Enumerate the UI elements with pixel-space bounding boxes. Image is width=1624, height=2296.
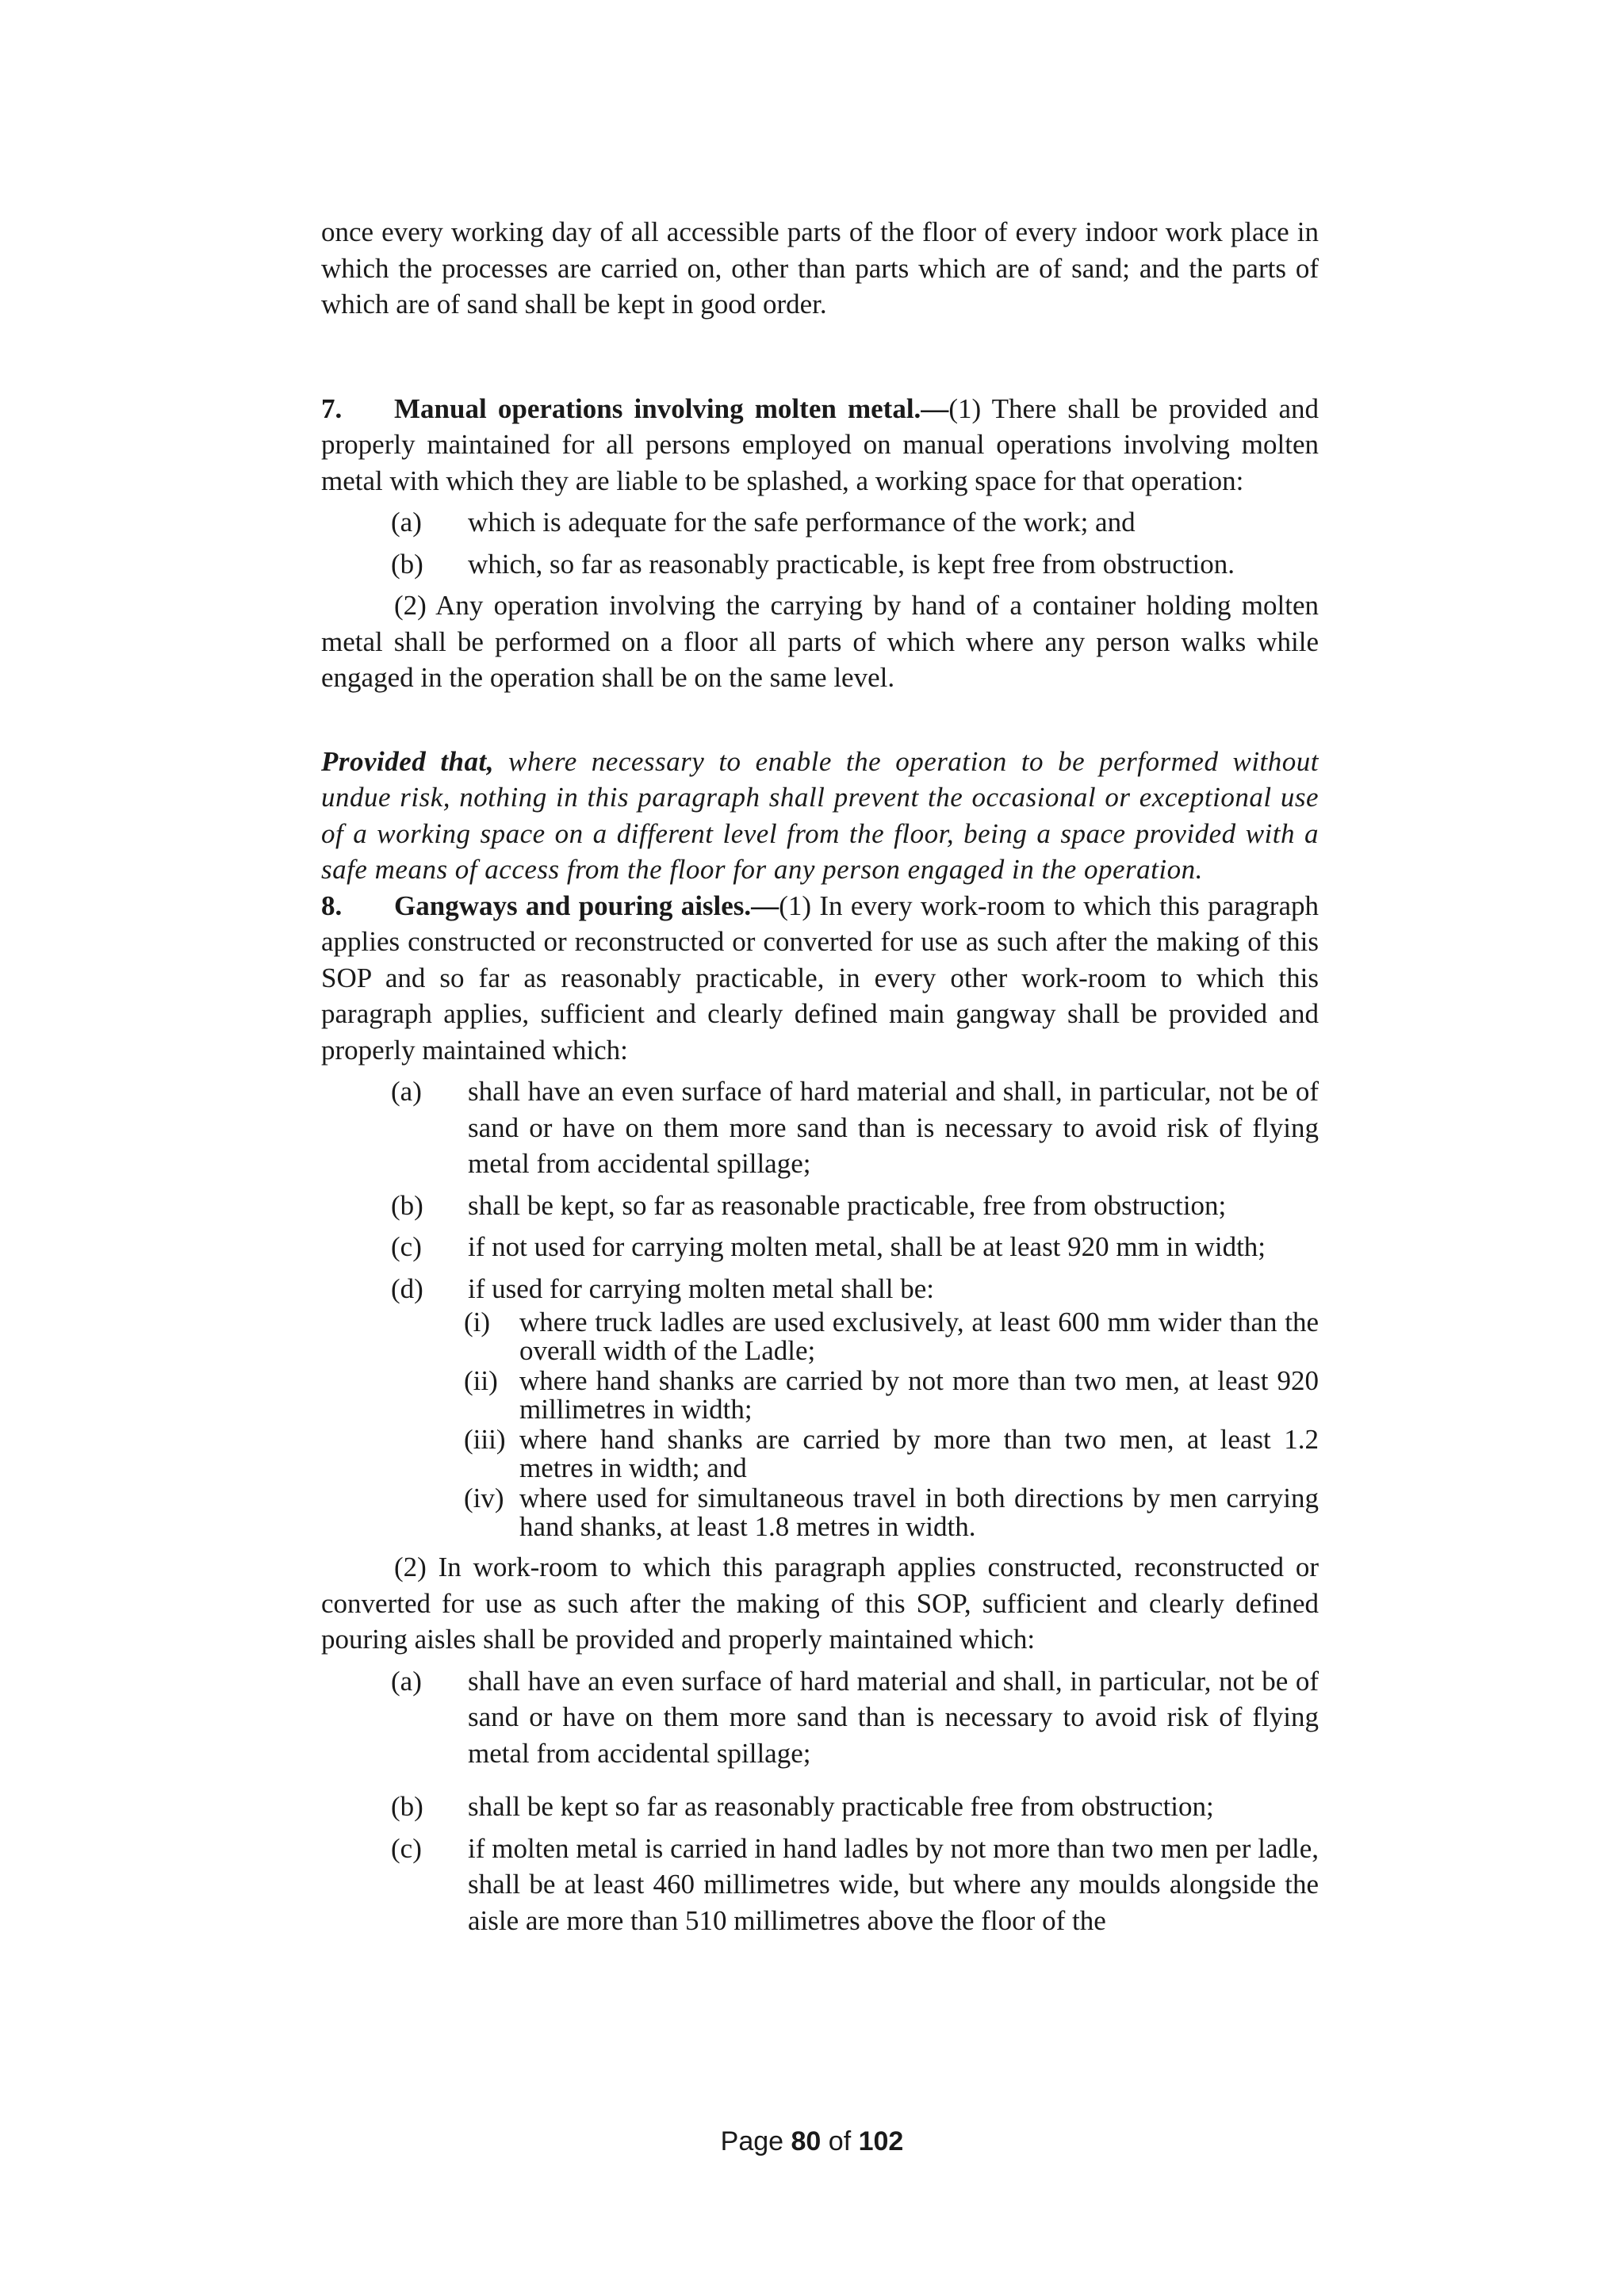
list-item: (c) if not used for carrying molten metal, shall be at least 920 mm in width; (391, 1231, 1266, 1262)
section-8-number: 8. (321, 890, 343, 921)
section-8-text: (1) In every work-room to which this paragraph applies constructed or reconstructed or converted for use as such after the making of this SOP and so far as reasonably practicable, in every other work-room to which this paragraph applies, sufficient and clearly defined main gangway shall be provided and properly maintained which: (321, 890, 1319, 1066)
total-page-count: 102 (858, 2126, 904, 2156)
section-7-heading: Manual operations involving molten metal.— (394, 392, 949, 424)
section-8-paragraph-2: (2) In work-room to which this paragraph applies constructed, reconstructed or converted for use as such after the making of this SOP, sufficient and clearly defined pouring aisles shall be provided and properly maintained which: (321, 1552, 1319, 1655)
page-footer: Page 80 of 102 (720, 2126, 904, 2156)
current-page-number: 80 (791, 2126, 822, 2156)
list-item: (a) which is adequate for the safe performance of the work; and (391, 507, 1136, 538)
section-8-paragraph-1 (321, 888, 1319, 1069)
proviso-paragraph (321, 744, 1319, 888)
sub-list-item: (i) where truck ladles are used exclusively, at least 600 mm wider than the overall width of the Ladle; (464, 1307, 1319, 1366)
section-7-number: 7. (321, 392, 343, 424)
proviso-text: where necessary to enable the operation to be performed without undue risk, nothing in this paragraph shall prevent the occasional or exceptional use of a working space on a different level from the floor, being a space provided with a safe means of access from the floor for any person engaged in the operation. (321, 745, 1320, 885)
list-item: (b) which, so far as reasonably practicable, is kept free from obstruction. (391, 548, 1235, 580)
sub-list-item: (iv) where used for simultaneous travel in both directions by men carrying hand shanks, at least 1.8 metres in width. (464, 1483, 1319, 1542)
section-7-paragraph-2: (2) Any operation involving the carrying by hand of a container holding molten metal shall be performed on a floor all parts of which where any person walks while engaged in the operation shall be on the same level. (321, 590, 1319, 693)
sub-list-item: (iii) where hand shanks are carried by more than two men, at least 1.2 metres in width; and (464, 1424, 1319, 1483)
section-7-paragraph-1 (321, 391, 1319, 499)
list-item: (b) shall be kept, so far as reasonable practicable, free from obstruction; (391, 1189, 1227, 1221)
section-8-heading: Gangways and pouring aisles.— (394, 890, 779, 921)
page-body (321, 214, 1319, 1938)
section-7-text: (1) There shall be provided and properly maintained for all persons employed on manual operations involving molten metal with which they are liable to be splashed, a working space for that operation: (321, 392, 1319, 496)
list-item: (c) if molten metal is carried in hand ladles by not more than two men per ladle, shall be at least 460 millimetres wide, but where any moulds alongside the aisle are more than 510 millimetres above the floor of the (391, 1832, 1319, 1936)
sub-list-item: (ii) where hand shanks are carried by not more than two men, at least 920 millimetres in width; (464, 1365, 1319, 1425)
list-item: (a) shall have an even surface of hard material and shall, in particular, not be of sand or have on them more sand than is necessary to avoid risk of flying metal from accidental spillage; (391, 1076, 1319, 1179)
list-item: (a) shall have an even surface of hard material and shall, in particular, not be of sand or have on them more sand than is necessary to avoid risk of flying metal from accidental spillage; (391, 1665, 1319, 1769)
list-item: (d) if used for carrying molten metal shall be: (391, 1272, 935, 1304)
proviso-lead: Provided that, (321, 745, 494, 777)
list-item: (b) shall be kept so far as reasonably practicable free from obstruction; (391, 1791, 1214, 1822)
intro-paragraph: once every working day of all accessible parts of the floor of every indoor work place in which the processes are carried on, other than parts which are of sand; and the parts of which are of sand shall be kept in good order. (321, 216, 1319, 320)
